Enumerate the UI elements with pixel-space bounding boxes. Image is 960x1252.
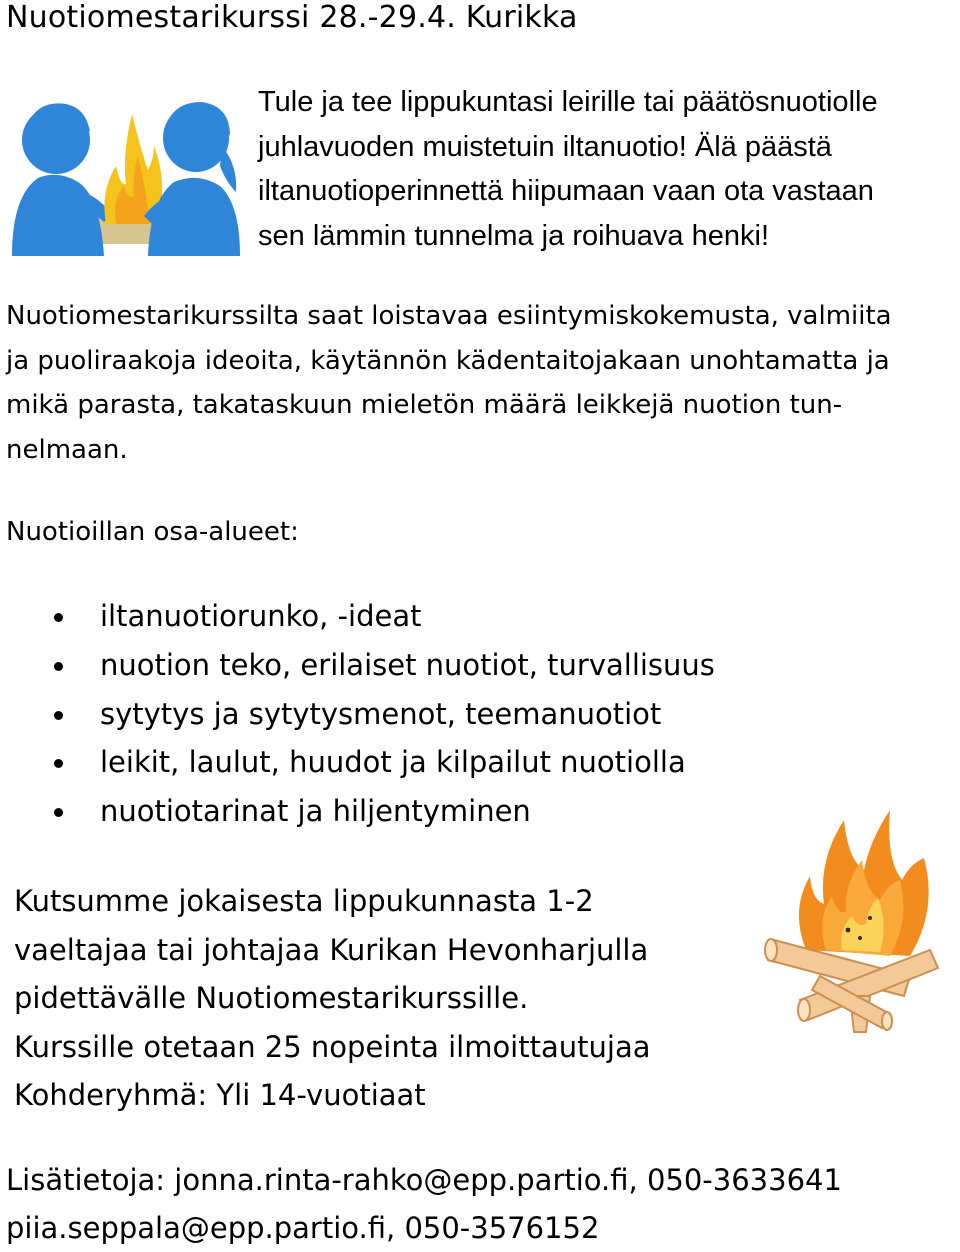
- list-item-text: leikit, laulut, huudot ja kilpailut nuotiolla: [100, 745, 686, 779]
- areas-heading: Nuotioillan osa-alueet:: [6, 517, 299, 547]
- list-item: [0, 596, 800, 636]
- contact-info: [6, 1156, 842, 1252]
- bullet-icon: [54, 711, 63, 720]
- intro-line: sen lämmin tunnelma ja roihuava henki!: [258, 219, 769, 252]
- invitation-line: vaeltajaa tai johtajaa Kurikan Hevonharjulla: [14, 932, 649, 967]
- invitation-line: Kurssille otetaan 25 nopeinta ilmoittautujaa: [14, 1029, 651, 1064]
- list-item-text: nuotiotarinat ja hiljentyminen: [100, 794, 531, 828]
- intro-line: Tule ja tee lippukuntasi leirille tai päätösnuotiolle: [258, 86, 878, 118]
- bonfire-illustration: [760, 800, 952, 1034]
- list-item: [0, 694, 800, 734]
- intro-line: iltanuotioperinnettä hiipumaan vaan ota vastaan: [258, 175, 874, 207]
- description-line: mikä parasta, takataskuun mieletön määrä leikkejä nuotion tun-: [6, 390, 843, 420]
- left-child-silhouette: [12, 103, 112, 256]
- list-item: [0, 645, 800, 685]
- intro-line: juhlavuoden muistetuin iltanuotio! Älä päästä: [258, 130, 832, 163]
- intro-text: [258, 80, 878, 258]
- bonfire-flames: [799, 810, 929, 956]
- list-item-text: nuotion teko, erilaiset nuotiot, turvallisuus: [100, 648, 715, 682]
- course-description: [6, 294, 892, 472]
- bullet-icon: [54, 662, 63, 671]
- description-line: nelmaan.: [6, 434, 128, 465]
- list-item: [0, 742, 800, 782]
- description-line: ja puoliraakoja ideoita, käytännön kädentaitojakaan unohtamatta ja: [6, 345, 890, 376]
- bonfire-logs: [765, 939, 938, 1032]
- contact-line: Lisätietoja: jonna.rinta-rahko@epp.partio.fi, 050-3633641: [6, 1163, 842, 1197]
- invitation-line: Kohderyhmä: Yli 14-vuotiaat: [14, 1078, 426, 1112]
- bullet-icon: [54, 613, 63, 622]
- invitation-text: [14, 877, 651, 1120]
- bullet-icon: [54, 759, 63, 768]
- invitation-line: Kutsumme jokaisesta lippukunnasta 1-2: [14, 884, 594, 918]
- bullet-icon: [54, 808, 63, 817]
- children-campfire-illustration: [8, 96, 240, 256]
- list-item: [0, 791, 800, 831]
- page-title: Nuotiomestarikurssi 28.-29.4. Kurikka: [6, 0, 578, 35]
- description-line: Nuotiomestarikurssilta saat loistavaa esiintymiskokemusta, valmiita: [6, 301, 892, 331]
- invitation-line: pidettävälle Nuotiomestarikurssille.: [14, 981, 529, 1015]
- list-item-text: sytytys ja sytytysmenot, teemanuotiot: [100, 697, 662, 731]
- list-item-text: iltanuotiorunko, -ideat: [100, 599, 422, 633]
- contact-line: piia.seppala@epp.partio.fi, 050-3576152: [6, 1211, 600, 1245]
